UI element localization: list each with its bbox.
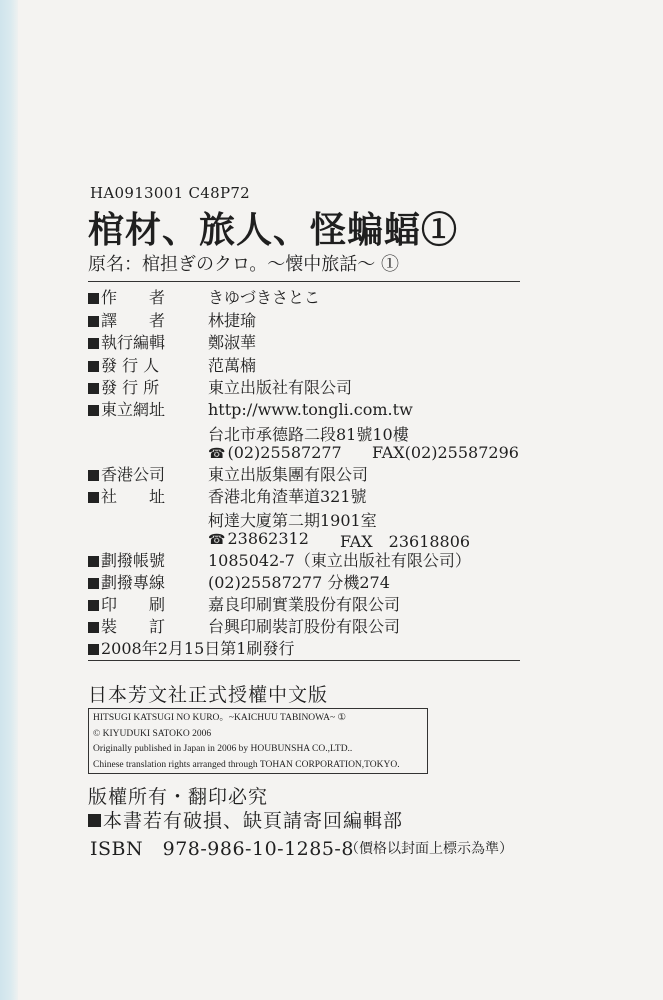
telephone-icon: ☎ <box>208 446 226 462</box>
price-note: （價格以封面上標示為準） <box>345 841 513 857</box>
book-title: 棺材、旅人、怪蝙蝠① <box>88 209 459 251</box>
tw-address: 台北市承德路二段81號10樓 <box>208 425 409 444</box>
license-line: Chinese translation rights arranged through TOHAN CORPORATION,TOKYO. <box>93 759 400 770</box>
hk-address-line-2: 柯達大廈第二期1901室 <box>208 511 377 530</box>
credit-label: 印 刷 <box>101 595 166 614</box>
rights-notice: 版權所有・翻印必究 <box>88 786 269 808</box>
catalog-code: HA0913001 C48P72 <box>90 184 251 202</box>
tw-phone: (02)25587277 <box>227 443 342 462</box>
credit-label: 劃撥專線 <box>101 573 166 592</box>
bullet-square <box>88 644 99 655</box>
hk-fax: FAX 23618806 <box>340 532 471 551</box>
bullet-square <box>88 578 99 589</box>
credit-value: 林捷瑜 <box>208 311 257 330</box>
tw-fax: FAX(02)25587296 <box>372 443 519 462</box>
bullet-square <box>88 361 99 372</box>
credit-value: 嘉良印刷實業股份有限公司 <box>208 595 401 614</box>
telephone-icon: ☎ <box>208 532 226 548</box>
original-title: 原名：棺担ぎのクロ。～懐中旅話～ ① <box>88 254 399 275</box>
damage-notice: 本書若有破損、缺頁請寄回編輯部 <box>103 810 404 832</box>
credit-value: (02)25587277 分機274 <box>208 573 390 592</box>
authorization-note: 日本芳文社正式授權中文版 <box>88 684 329 706</box>
credit-value: 范萬楠 <box>208 356 257 375</box>
tw-phone-line <box>208 443 342 462</box>
credit-value: 台興印刷裝訂股份有限公司 <box>208 617 401 636</box>
bullet-square <box>88 814 101 827</box>
credit-value: 鄭淑華 <box>208 333 257 352</box>
credits-rule <box>88 660 520 661</box>
credit-label: 香港公司 <box>101 465 166 484</box>
credit-label: 裝 訂 <box>101 617 166 636</box>
bullet-square <box>88 492 99 503</box>
bullet-square <box>88 470 99 481</box>
license-line: HITSUGI KATSUGI NO KURO。~KAICHUU TABINOWA~ ① <box>93 713 346 723</box>
credit-value: 1085042-7（東立出版社有限公司） <box>208 551 471 570</box>
bullet-square <box>88 600 99 611</box>
credit-label: 社 址 <box>101 487 166 506</box>
bullet-square <box>88 293 99 304</box>
license-line: Originally published in Japan in 2006 by HOUBUNSHA CO.,LTD.. <box>93 744 353 754</box>
title-rule <box>88 281 520 282</box>
credit-label: 發 行 人 <box>101 356 160 375</box>
credit-value: きゆづきさとこ <box>208 288 321 307</box>
credit-label: 作 者 <box>101 288 166 307</box>
credit-value: 香港北角渣華道321號 <box>208 487 367 506</box>
hk-phone: 23862312 <box>227 529 309 548</box>
page-edge <box>0 0 18 1000</box>
hk-phone-line <box>208 529 309 548</box>
isbn: ISBN 978-986-10-1285-8 <box>90 838 354 860</box>
bullet-square <box>88 383 99 394</box>
credit-label: 劃撥帳號 <box>101 551 166 570</box>
credit-value: 東立出版社有限公司 <box>208 378 353 397</box>
credit-label: 譯 者 <box>101 311 166 330</box>
credit-label: 執行編輯 <box>101 333 166 352</box>
damage-notice-row <box>88 806 403 833</box>
credit-label: 東立網址 <box>101 400 166 419</box>
website-link[interactable]: http://www.tongli.com.tw <box>208 400 413 419</box>
bullet-square <box>88 338 99 349</box>
bullet-square <box>88 405 99 416</box>
bullet-square <box>88 316 99 327</box>
credit-value: 東立出版集團有限公司 <box>208 465 369 484</box>
print-date: 2008年2月15日第1刷發行 <box>101 639 295 658</box>
license-line: © KIYUDUKI SATOKO 2006 <box>93 728 212 739</box>
bullet-square <box>88 622 99 633</box>
license-box <box>88 708 428 774</box>
credit-label: 發 行 所 <box>101 378 160 397</box>
bullet-square <box>88 556 99 567</box>
